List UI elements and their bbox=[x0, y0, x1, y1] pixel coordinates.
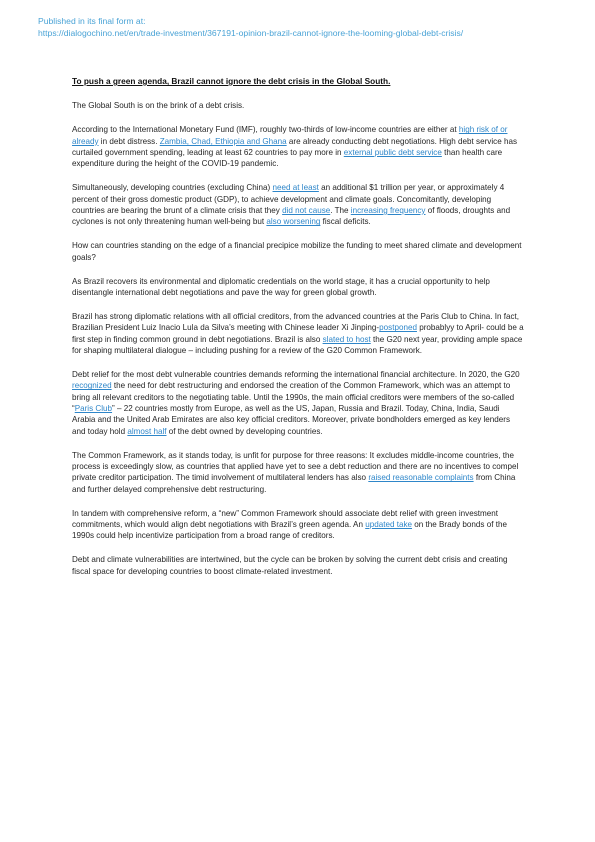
paragraph-text: of the debt owned by developing countries. bbox=[166, 426, 323, 436]
paragraph bbox=[72, 450, 524, 495]
paragraph-text: of floods, droughts and cyclones is not only threatening human well-being but bbox=[72, 205, 511, 227]
paragraph-text: According to the International Monetary Fund (IMF), roughly two-thirds of low-income countries are either at bbox=[72, 125, 459, 135]
paragraph-text: on the Brady bonds of the 1990s could help incentivize participation from a broad range of creditors. bbox=[72, 519, 507, 541]
publication-notice-label: Published in its final form at: bbox=[38, 16, 146, 26]
inline-link[interactable]: Paris Club bbox=[74, 404, 113, 414]
paragraph-text: are already conducting debt negotiations. High debt service has curtailed government spending, leading at least 62 countries to pay more in bbox=[72, 136, 517, 157]
article-body bbox=[72, 76, 524, 590]
inline-link[interactable]: Zambia, Chad, Ethiopia and Ghana bbox=[159, 136, 287, 146]
paragraph bbox=[72, 508, 524, 542]
paragraph-text: from China and further delayed comprehensive debt restructuring. bbox=[72, 473, 516, 494]
inline-link[interactable]: external public debt service bbox=[343, 147, 442, 157]
paragraph-text: in debt distress. bbox=[98, 136, 160, 146]
paragraph bbox=[72, 240, 524, 263]
paragraph-text: Debt and climate vulnerabilities are intertwined, but the cycle can be broken by solving the current debt crisis and creating fiscal space for developing countries to boost climate-related investment. bbox=[72, 555, 508, 576]
paragraph-text: As Brazil recovers its environmental and diplomatic credentials on the world stage, it has a crucial opportunity to help disentangle international debt negotiations and pave the way for green global growth. bbox=[72, 276, 490, 298]
paragraph bbox=[72, 124, 524, 169]
paragraph-text: . The bbox=[330, 205, 351, 215]
paragraph bbox=[72, 311, 524, 356]
inline-link[interactable]: need at least bbox=[272, 183, 319, 193]
inline-link[interactable]: updated take bbox=[365, 519, 413, 529]
paragraph-text: ” – 22 countries mostly from Europe, as well as the US, Japan, Russia and Brazil. Today, China, India, Saudi Arabia and the United Arab Emirates are also key official creditors. Moreover, private bondholders emerged as key lenders and today hold bbox=[72, 404, 511, 436]
paragraph-text: In tandem with comprehensive reform, a “new” Common Framework should associate debt relief with green investment commitments, which would align debt negotiations with Brazil’s green agenda. An bbox=[72, 508, 499, 529]
inline-link[interactable]: slated to host bbox=[322, 334, 371, 344]
paragraph-text: an additional $1 trillion per year, or approximately 4 percent of their gross domestic product (GDP), to achieve development and climate goals. Concomitantly, developing countries are bearing the brunt of a climate crisis that they bbox=[72, 183, 505, 215]
paragraph-text: the need for debt restructuring and endorsed the creation of the Common Framework, which was an attempt to bring all relevant creditors to the negotiating table. Until the 1990s, the main official creditors were members of the so-called “ bbox=[72, 381, 515, 414]
paragraph-text: The Common Framework, as it stands today, is unfit for purpose for three reasons: It excludes middle-income countries, the process is exceedingly slow, as countries that applied have yet to see a debt reduction and there are no incentives to compel private creditor participation. The timid involvement of multilateral lenders has also bbox=[72, 450, 519, 483]
paragraphs-container bbox=[72, 100, 524, 577]
publication-notice bbox=[38, 15, 578, 39]
paragraph-text: The Global South is on the brink of a debt crisis. bbox=[72, 101, 245, 111]
paragraph-text: Debt relief for the most debt vulnerable countries demands reforming the international financial architecture. In 2020, the G20 bbox=[72, 370, 520, 380]
inline-link[interactable]: raised reasonable complaints bbox=[368, 473, 474, 483]
paragraph bbox=[72, 182, 524, 227]
inline-link[interactable]: recognized bbox=[72, 381, 112, 391]
paragraph-text: probablyy to April- could be a first step in finding common ground in debt negotiations. Brazil is also bbox=[72, 323, 524, 344]
article-title: To push a green agenda, Brazil cannot ignore the debt crisis in the Global South. bbox=[72, 76, 391, 86]
paragraph-text: than health care expenditure during the height of the COVID-19 pandemic. bbox=[72, 147, 503, 169]
inline-link[interactable]: did not cause bbox=[282, 205, 331, 215]
paragraph-text: Simultaneously, developing countries (excluding China) bbox=[72, 183, 273, 193]
paragraph-text: How can countries standing on the edge of a financial precipice mobilize the funding to meet shared climate and development goals? bbox=[72, 241, 522, 262]
paragraph-text: fiscal deficits. bbox=[320, 217, 371, 227]
publication-url[interactable]: https://dialogochino.net/en/trade-investment/367191-opinion-brazil-cannot-ignore-the-looming-global-debt-crisis/ bbox=[38, 28, 464, 38]
inline-link[interactable]: also worsening bbox=[266, 217, 321, 227]
inline-link[interactable]: high risk of or already bbox=[72, 125, 508, 146]
paragraph bbox=[72, 369, 524, 437]
inline-link[interactable]: increasing frequency bbox=[350, 205, 426, 215]
paragraph-text: Brazil has strong diplomatic relations with all official creditors, from the advanced countries at the Paris Club to China. In fact, Brazilian President Luiz Inacio Lula da Silva’s meeting with Chinese leader Xi Jinping- bbox=[72, 312, 520, 333]
paragraph bbox=[72, 100, 524, 111]
paragraph bbox=[72, 554, 524, 577]
inline-link[interactable]: almost half bbox=[127, 426, 167, 436]
paragraph-text: the G20 next year, providing ample space for shaping multilateral dialogue – including pushing for a review of the G20 Common Framework. bbox=[72, 334, 523, 356]
paragraph bbox=[72, 276, 524, 299]
inline-link[interactable]: postponed bbox=[379, 323, 417, 333]
